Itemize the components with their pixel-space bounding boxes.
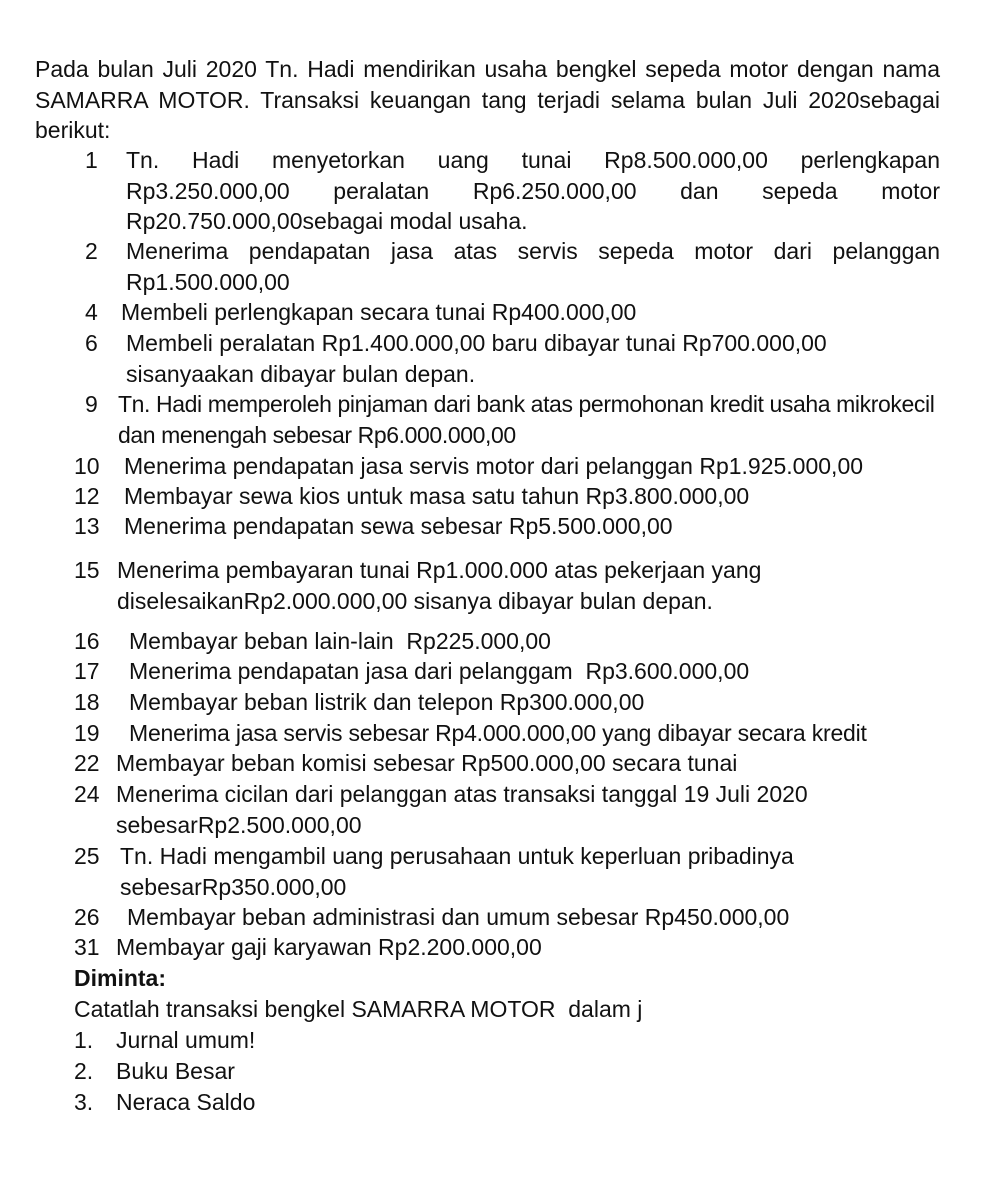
transaction-day: 22 <box>74 750 100 776</box>
transaction-item <box>74 626 954 657</box>
transaction-day: 26 <box>74 904 100 930</box>
transaction-item <box>85 145 940 237</box>
transaction-item <box>74 748 954 779</box>
transaction-item <box>74 451 954 482</box>
task-number: 2. <box>74 1058 94 1084</box>
transaction-text: Tn. Hadi memperoleh pinjaman dari bank atas permohonan kredit usaha mikrokecil dan menengah sebesar Rp6.000.000,00 <box>118 391 935 448</box>
transaction-item <box>74 481 954 512</box>
transaction-day: 16 <box>74 628 100 654</box>
transaction-text: Menerima jasa servis sebesar Rp4.000.000,00 yang dibayar secara kredit <box>129 720 867 746</box>
transaction-item <box>74 511 954 542</box>
transaction-text: Membayar beban administrasi dan umum sebesar Rp450.000,00 <box>127 904 790 930</box>
transaction-item <box>74 656 954 687</box>
transaction-item <box>74 902 954 933</box>
transaction-text: Membayar sewa kios untuk masa satu tahun Rp3.800.000,00 <box>124 483 750 509</box>
transaction-day: 25 <box>74 843 100 869</box>
transaction-item <box>74 841 954 903</box>
task-number: 3. <box>74 1089 94 1115</box>
transaction-text: Membeli peralatan Rp1.400.000,00 baru dibayar tunai Rp700.000,00 sisanyaakan dibayar bulan depan. <box>126 330 827 387</box>
intro-paragraph <box>35 54 940 146</box>
transaction-text: Membayar beban komisi sebesar Rp500.000,00 secara tunai <box>116 750 738 776</box>
transaction-text: Menerima pendapatan jasa atas servis sepeda motor dari pelanggan Rp1.500.000,00 <box>126 238 940 295</box>
task-text: Buku Besar <box>116 1058 235 1084</box>
transaction-text: Menerima pendapatan jasa dari pelanggam Rp3.600.000,00 <box>129 658 750 684</box>
task-item <box>74 1087 255 1118</box>
task-text: Neraca Saldo <box>116 1089 256 1115</box>
transaction-text: Menerima pendapatan jasa servis motor dari pelanggan Rp1.925.000,00 <box>124 453 864 479</box>
transaction-day: 19 <box>74 720 100 746</box>
transaction-item <box>74 932 954 963</box>
transaction-day: 13 <box>74 513 100 539</box>
transaction-day: 17 <box>74 658 100 684</box>
transaction-text: Menerima cicilan dari pelanggan atas transaksi tanggal 19 Juli 2020 sebesarRp2.500.000,00 <box>116 781 808 838</box>
transaction-item <box>74 687 954 718</box>
transaction-item <box>74 779 954 841</box>
transaction-day: 6 <box>85 330 98 356</box>
transaction-text: Membayar beban listrik dan telepon Rp300.000,00 <box>129 689 645 715</box>
transaction-day: 10 <box>74 453 100 479</box>
task-item <box>74 1025 255 1056</box>
transaction-text: Tn. Hadi mengambil uang perusahaan untuk keperluan pribadinya sebesarRp350.000,00 <box>120 843 794 900</box>
transaction-day: 4 <box>85 299 98 325</box>
transaction-day: 18 <box>74 689 100 715</box>
transaction-item <box>74 555 954 617</box>
transaction-day: 9 <box>85 391 98 417</box>
transaction-day: 24 <box>74 781 100 807</box>
intro-text: Pada bulan Juli 2020 Tn. Hadi mendirikan usaha bengkel sepeda motor dengan nama SAMARRA MOTOR. Transaksi keuangan tang terjadi selama bulan Juli 2020sebagai berikut: <box>35 56 940 143</box>
transaction-day: 2 <box>85 238 98 264</box>
transaction-item <box>85 236 940 298</box>
transaction-text: Tn. Hadi menyetorkan uang tunai Rp8.500.000,00 perlengkapan Rp3.250.000,00 peralatan Rp6.250.000,00 dan sepeda motor Rp20.750.000,00sebagai modal usaha. <box>126 147 940 234</box>
transaction-day: 1 <box>85 147 98 173</box>
transaction-day: 31 <box>74 934 100 960</box>
transaction-item <box>85 389 940 451</box>
transaction-item <box>85 328 940 390</box>
task-text: Jurnal umum! <box>116 1027 256 1053</box>
transaction-day: 12 <box>74 483 100 509</box>
transaction-text: Menerima pendapatan sewa sebesar Rp5.500.000,00 <box>124 513 673 539</box>
transaction-text: Menerima pembayaran tunai Rp1.000.000 atas pekerjaan yang diselesaikanRp2.000.000,00 sisanya dibayar bulan depan. <box>117 557 762 614</box>
transaction-item <box>85 297 940 328</box>
transaction-day: 15 <box>74 557 100 583</box>
task-number: 1. <box>74 1027 94 1053</box>
transaction-text: Membayar gaji karyawan Rp2.200.000,00 <box>116 934 542 960</box>
instruction-text: Catatlah transaksi bengkel SAMARRA MOTOR dalam j <box>74 996 643 1022</box>
transaction-text: Membayar beban lain-lain Rp225.000,00 <box>129 628 551 654</box>
transaction-text: Membeli perlengkapan secara tunai Rp400.000,00 <box>121 299 637 325</box>
diminta-heading: Diminta: <box>74 965 166 991</box>
transaction-item <box>74 718 974 749</box>
task-item <box>74 1056 235 1087</box>
